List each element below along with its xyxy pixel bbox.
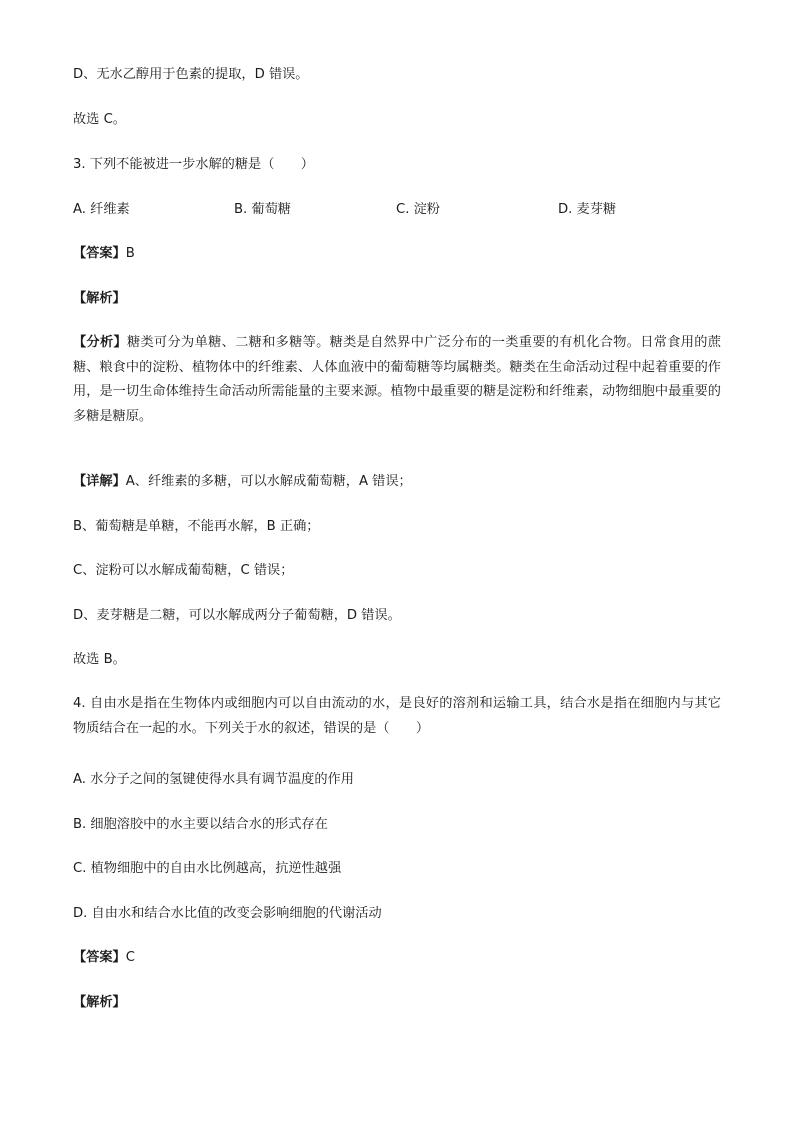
q3-option-a: A. 纤维素 (73, 202, 130, 217)
q3-fenxi-text: 糖类可分为单糖、二糖和多糖等。糖类是自然界中广泛分布的一类重要的有机化合物。日常食用的蔗糖、粮食中的淀粉、植物体中的纤维素、人体血液中的葡萄糖等均属糖类。糖类在生命活动过程中起着重要的作用，是一切生命体维持生命活动所需能量的主要来源。植物中最重要的糖是淀粉和纤维素，动物细胞中最重要的多糖是糖原。 (73, 335, 722, 424)
q3-final-choice: 故选 B。 (73, 652, 126, 667)
q4-analysis-heading (73, 993, 126, 1013)
q3-xiangjie-tag: 【详解】 (73, 474, 126, 489)
q3-answer-tag: 【答案】 (73, 246, 126, 261)
q3-detail-d: D、麦芽糖是二糖，可以水解成两分子葡萄糖，D 错误。 (73, 608, 401, 623)
q4-option-a: A. 水分子之间的氢键使得水具有调节温度的作用 (73, 772, 354, 787)
q3-fenxi-tag: 【分析】 (73, 335, 128, 350)
q2-final-choice: 故选 C。 (73, 112, 126, 127)
q4-option-d: D. 自由水和结合水比值的改变会影响细胞的代谢活动 (73, 906, 382, 921)
q4-analysis-tag: 【解析】 (73, 995, 126, 1010)
q3-detail-a (73, 472, 412, 492)
q4-answer-value: C (125, 950, 135, 965)
q3-answer-value: B (125, 246, 135, 261)
q4-answer-tag: 【答案】 (73, 950, 126, 965)
q3-option-c: C. 淀粉 (396, 202, 440, 217)
q3-analysis-heading (73, 289, 126, 309)
q3-answer (73, 244, 135, 264)
q3-option-b: B. 葡萄糖 (234, 202, 291, 217)
q4-option-b: B. 细胞溶胶中的水主要以结合水的形式存在 (73, 817, 328, 832)
q3-stem: 3. 下列不能被进一步水解的糖是（ ） (73, 157, 314, 172)
q3-detail-b: B、葡萄糖是单糖，不能再水解，B 正确； (73, 519, 320, 534)
q3-detail-c: C、淀粉可以水解成葡萄糖，C 错误； (73, 563, 294, 578)
q3-analysis-tag: 【解析】 (73, 291, 126, 306)
q3-option-d: D. 麦芽糖 (558, 202, 617, 217)
q3-analysis-paragraph (73, 331, 721, 429)
q2-option-d-explanation: D、无水乙醇用于色素的提取，D 错误。 (73, 67, 309, 82)
q4-stem: 4. 自由水是指在生物体内或细胞内可以自由流动的水，是良好的溶剂和运输工具，结合水是指在细胞内与其它物质结合在一起的水。下列关于水的叙述，错误的是（ ） (73, 696, 721, 736)
q4-option-c: C. 植物细胞中的自由水比例越高，抗逆性越强 (73, 861, 342, 876)
q4-answer (73, 948, 135, 968)
q3-detail-a-text: A、纤维素的多糖，可以水解成葡萄糖，A 错误； (125, 474, 412, 489)
